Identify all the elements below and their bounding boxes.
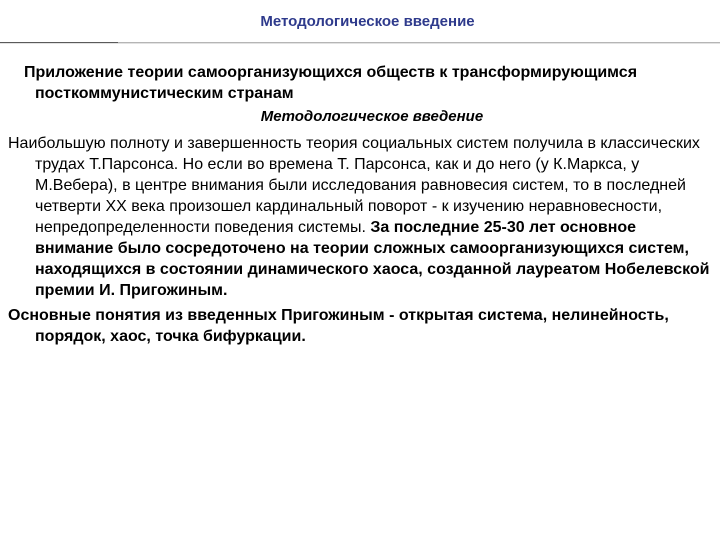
paragraph-prigogine-emphasis: За последние 25-30 лет основное внимание было сосредоточено на теории сложных самоорганизующихся систем, находящихся в состоянии динамического хаоса, созданной лауреатом Нобелевской премии И. Пригожиным. [35, 219, 710, 299]
paragraph-parsons-text: Наибольшую полноту и завершенность теория социальных систем получила в классических трудах Т.Парсонса. Но если во времена Т. Парсонса, как и до него (у К.Маркса, у М.Вебера), в центре внимания были исследования равновесия систем, то в последней четверти XX века произошел кардинальный поворот - к изучению неравновесности, непредопределенности поведения системы. [8, 135, 700, 236]
paragraph-key-concepts: Основные понятия из введенных Пригожиным - открытая система, нелинейность, порядок, хаос, точка бифуркации. [8, 307, 669, 345]
page-title: Методологическое введение [260, 13, 475, 30]
paragraph-parsons [8, 133, 716, 301]
slide-body [8, 62, 716, 351]
header-divider-shadow [0, 43, 720, 44]
section-heading: Методологическое введение [260, 108, 484, 125]
slide-subtitle: Приложение теории самоорганизующихся обществ к трансформирующимся посткоммунистическим странам [24, 64, 638, 102]
